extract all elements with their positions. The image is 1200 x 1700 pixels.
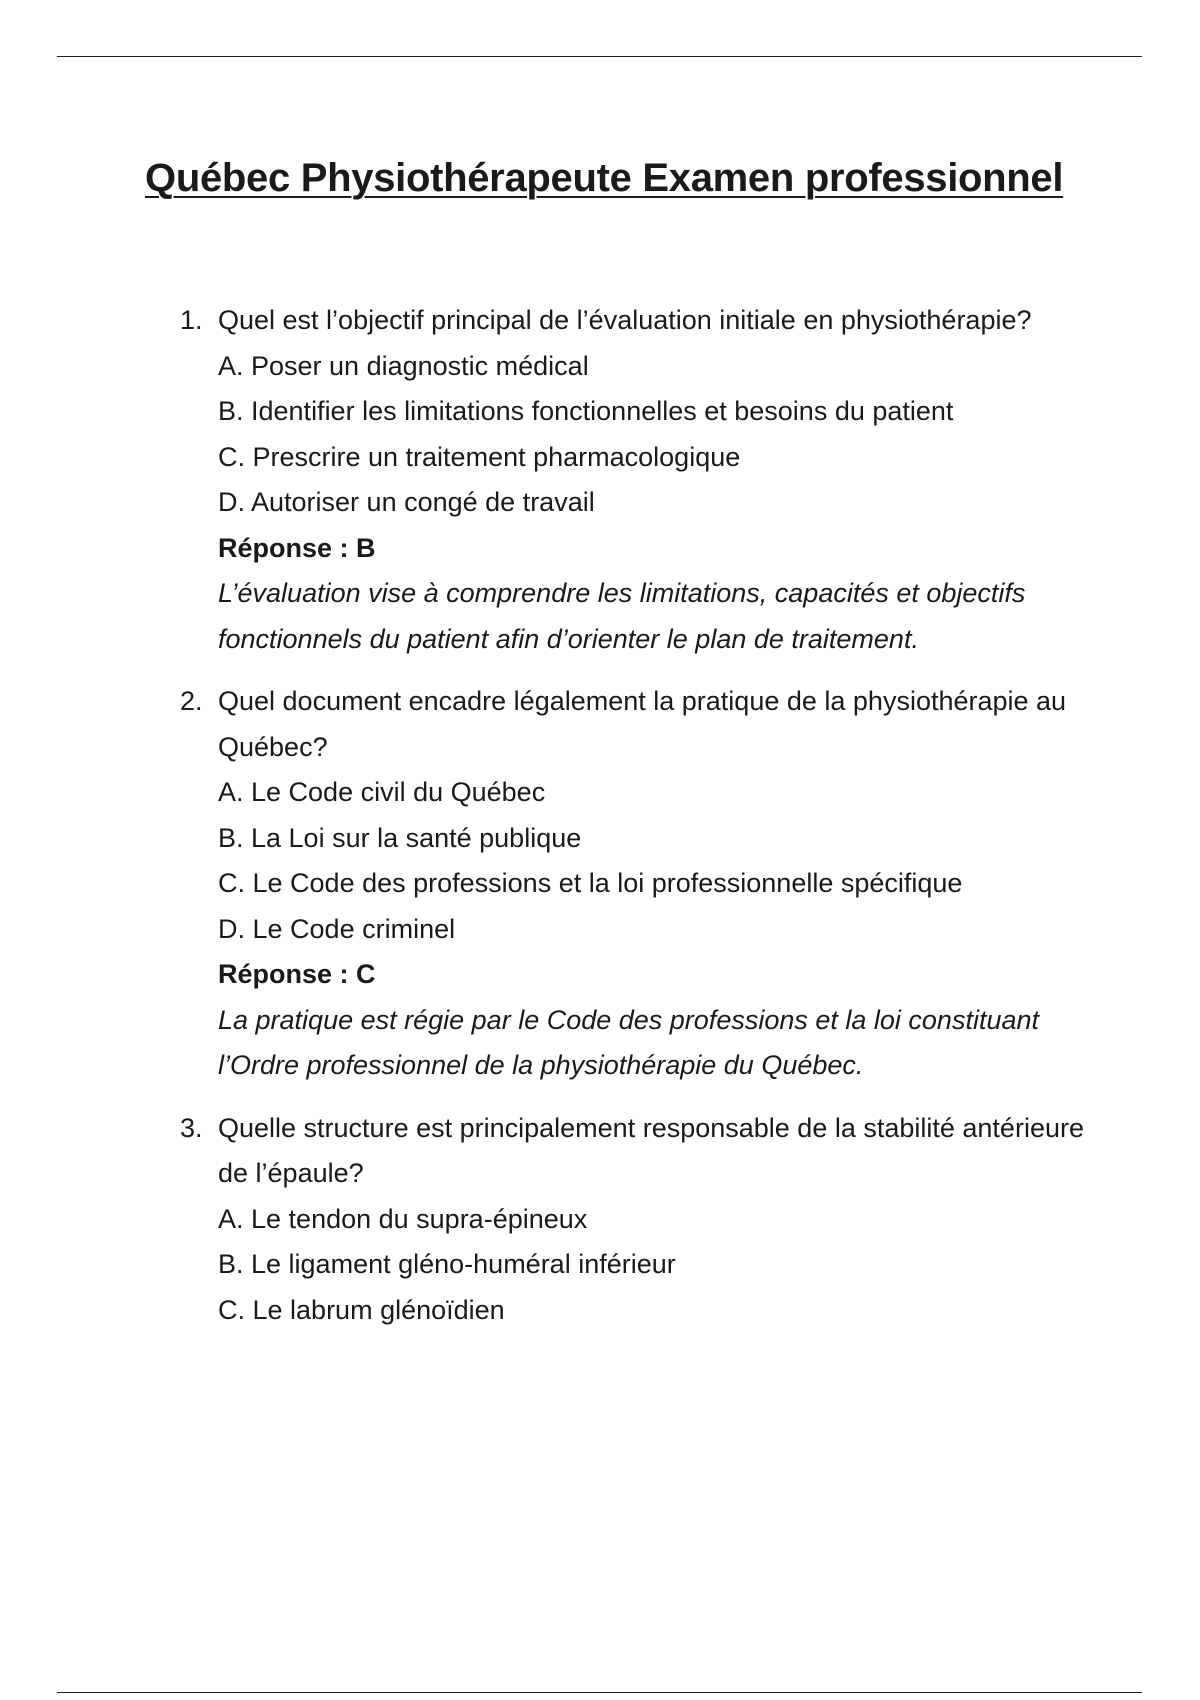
- question-item: [180, 1106, 1100, 1334]
- question-text: Quel document encadre légalement la pratique de la physiothérapie au Québec?: [218, 686, 1067, 762]
- option-b: B. La Loi sur la santé publique: [218, 822, 582, 853]
- option-a: A. Le tendon du supra-épineux: [218, 1203, 588, 1234]
- option-c: C. Prescrire un traitement pharmacologique: [218, 441, 741, 472]
- answer-explanation: L’évaluation vise à comprendre les limitations, capacités et objectifs fonctionnels du patient afin d’orienter le plan de traitement.: [218, 578, 1026, 654]
- answer-label: Réponse : C: [218, 959, 376, 989]
- bottom-divider: [57, 1692, 1142, 1693]
- question-item: [180, 298, 1100, 662]
- option-b: B. Identifier les limitations fonctionnelles et besoins du patient: [218, 396, 954, 426]
- option-b: B. Le ligament gléno-huméral inférieur: [218, 1249, 676, 1279]
- option-d: D. Le Code criminel: [218, 913, 456, 944]
- option-c: C. Le Code des professions et la loi professionnelle spécifique: [218, 868, 963, 898]
- page-title: [145, 144, 1105, 212]
- answer-label: Réponse : B: [218, 532, 376, 563]
- question-number: 3.: [180, 1112, 203, 1143]
- answer-explanation: La pratique est régie par le Code des professions et la loi constituant l’Ordre professionnel de la physiothérapie du Québec.: [218, 1004, 1039, 1080]
- option-a: A. Poser un diagnostic médical: [218, 350, 589, 381]
- option-c: C. Le labrum glénoïdien: [218, 1294, 505, 1325]
- top-divider: [57, 56, 1142, 57]
- question-list: [180, 298, 1100, 1350]
- question-text: Quelle structure est principalement responsable de la stabilité antérieure de l’épaule?: [218, 1112, 1084, 1188]
- question-text: Quel est l’objectif principal de l’évaluation initiale en physiothérapie?: [218, 305, 1032, 335]
- option-a: A. Le Code civil du Québec: [218, 777, 546, 807]
- question-number: 1.: [180, 305, 203, 335]
- question-item: [180, 679, 1100, 1089]
- question-number: 2.: [180, 686, 203, 716]
- option-d: D. Autoriser un congé de travail: [218, 487, 595, 517]
- page-title-text: Québec Physiothérapeute Examen professionnel: [145, 156, 1064, 200]
